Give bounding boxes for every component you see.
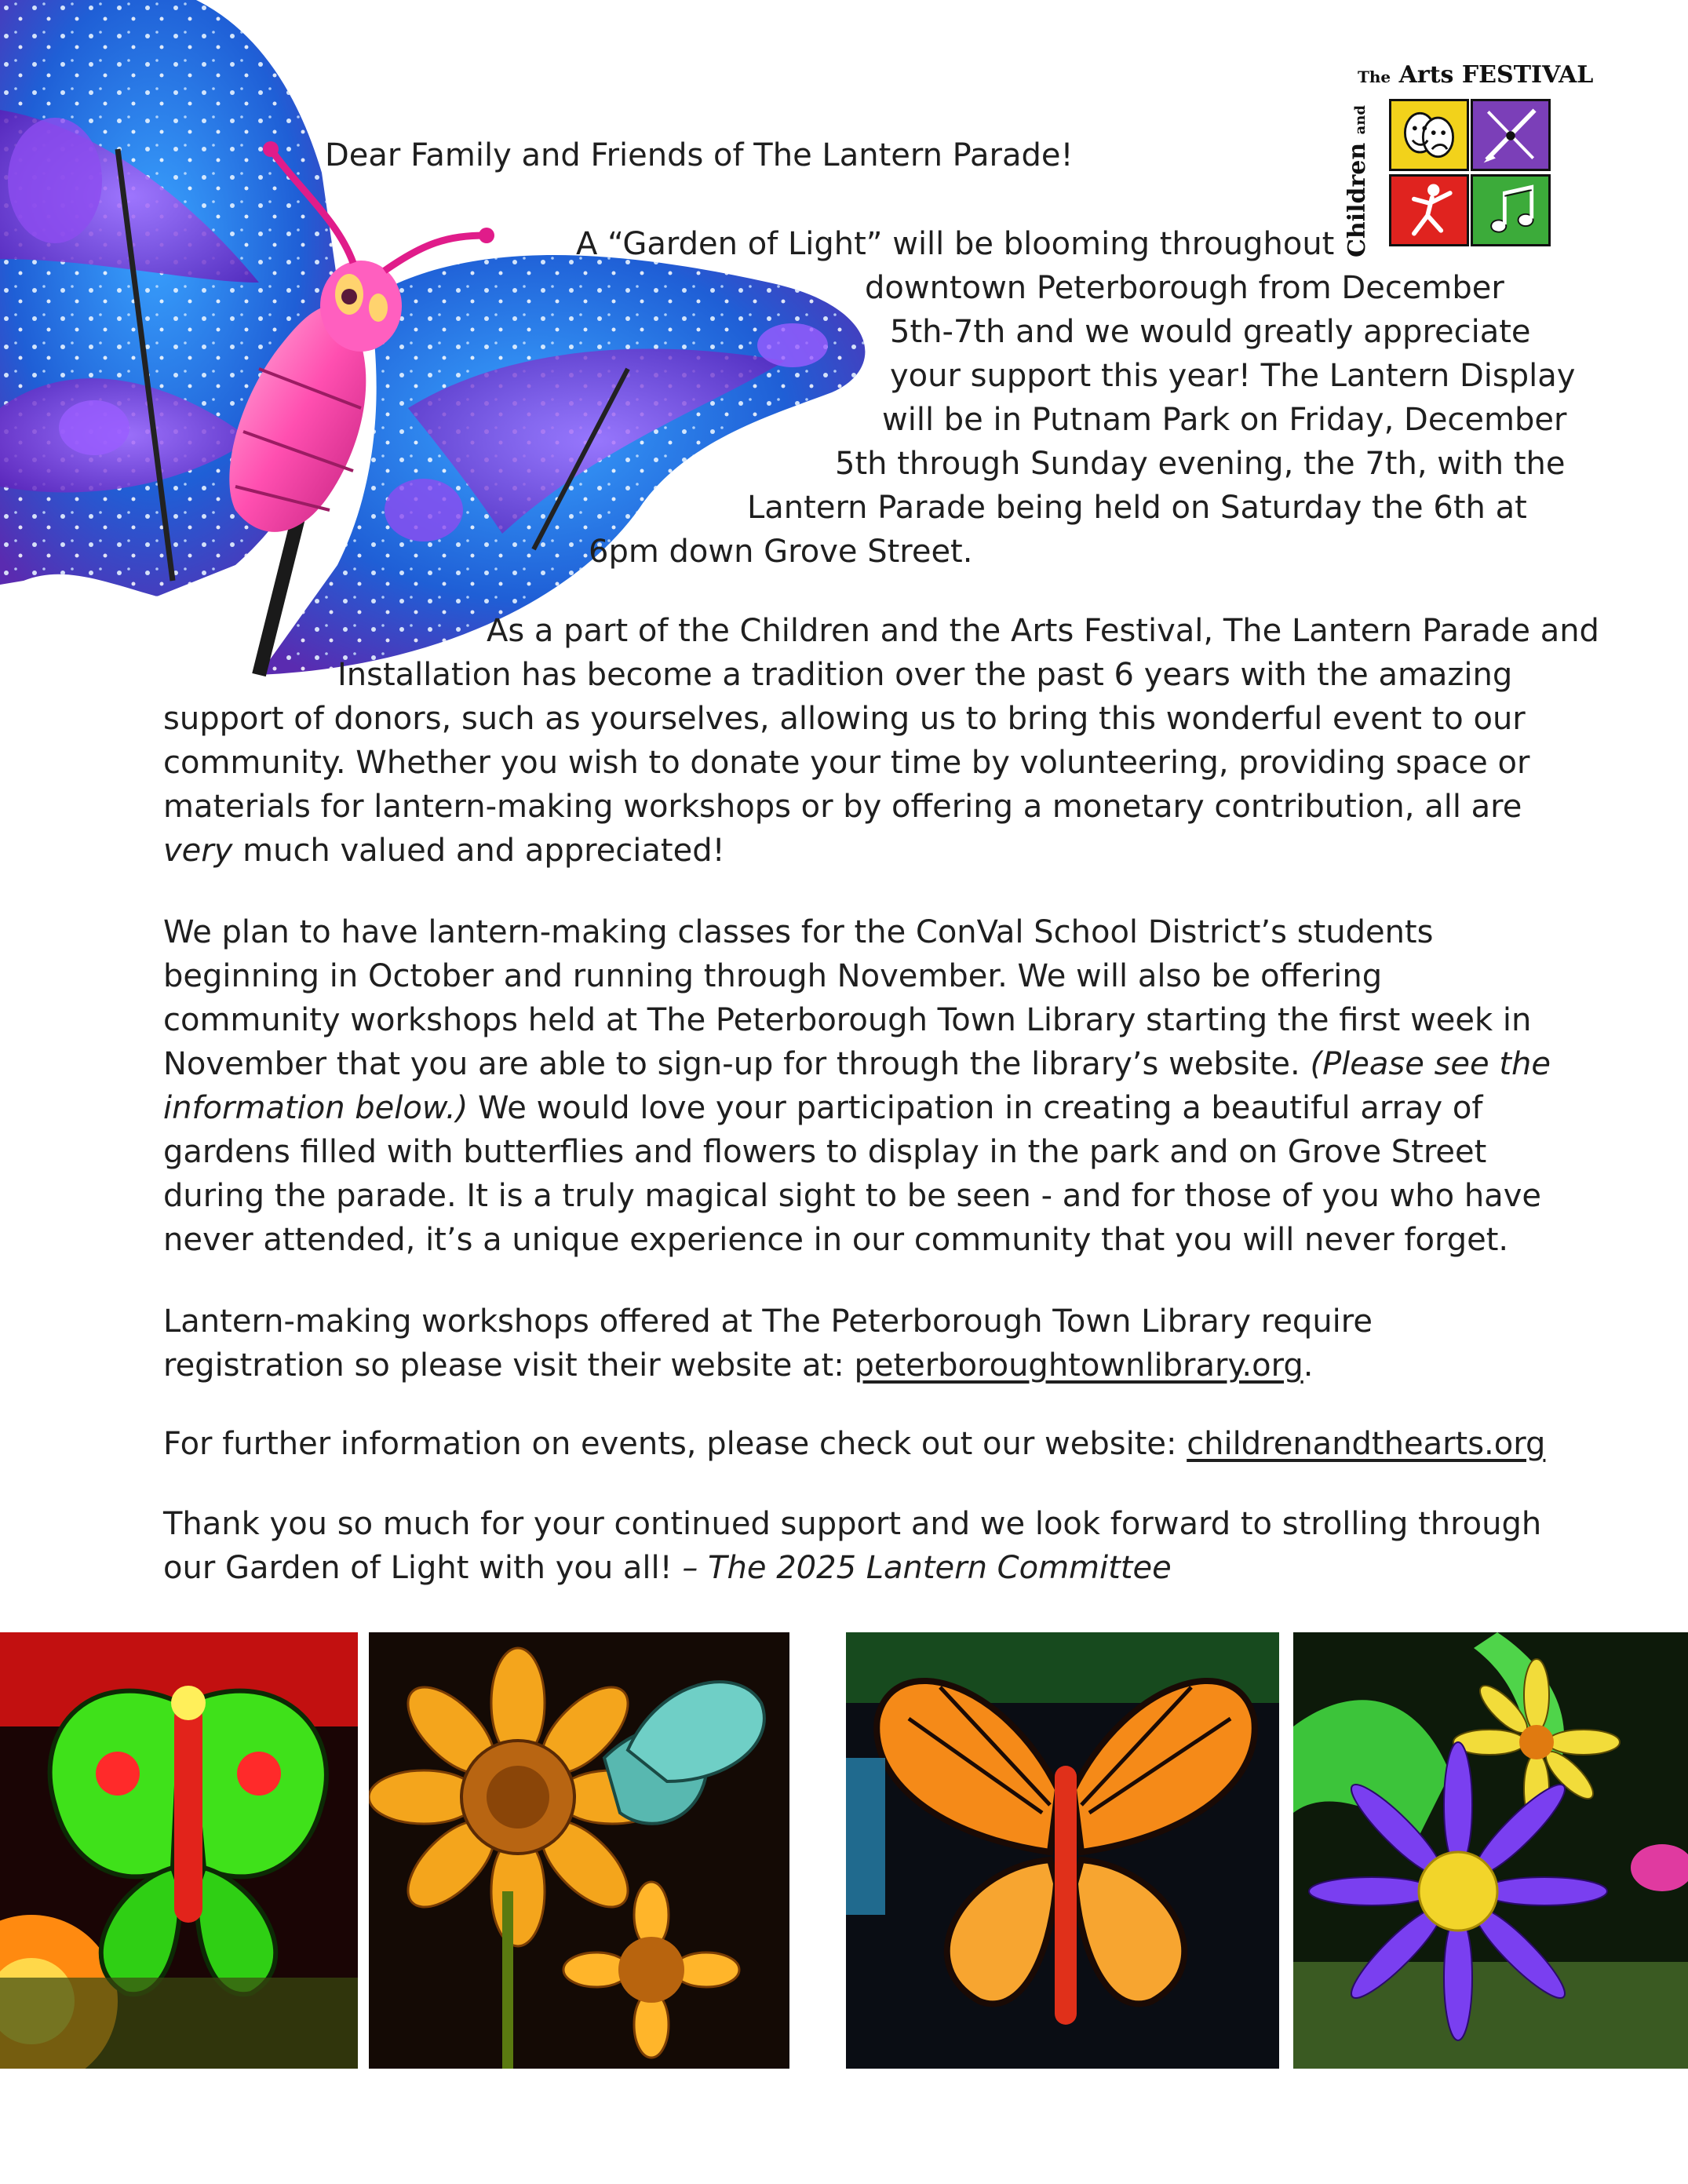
p2-rest-b: much valued and appreciated! <box>232 833 725 869</box>
butterfly-lantern-illustration <box>0 0 879 691</box>
intro-line-1: A “Garden of Light” will be blooming throughout <box>576 226 1335 262</box>
sunflower-lantern-photo <box>369 1632 789 2069</box>
intro-line-8: 6pm down Grove Street. <box>589 534 973 570</box>
p3-note: (Please see the information below.) <box>163 1046 1551 1126</box>
p3-b: We would love your participation in creating a beautiful array of gardens filled with butterflies and flowers to display in the park and on Grove Street during the parade. It is a truly magical sight to be seen - and for those of you who have never attended, it’s a unique experience in our community that you will never forget. <box>163 1090 1541 1258</box>
salutation: Dear Family and Friends of The Lantern Parade! <box>325 137 1074 173</box>
p2-rest-a: support of donors, such as yourselves, allowing us to bring this wonderful event to our community. Whether you wish to donate your time by volunteering, providing space or materials for lantern-making workshops or by offering a monetary contribution, all are <box>163 701 1530 825</box>
festival-website-link[interactable]: childrenandthearts.org <box>1187 1426 1546 1462</box>
purple-flower-lantern-photo <box>1293 1632 1688 2069</box>
logo-side-children: Children <box>1343 142 1371 257</box>
dancer-icon <box>1389 174 1469 246</box>
intro-line-3: 5th-7th and we would greatly appreciate <box>890 314 1531 350</box>
paragraph-registration <box>163 1300 1552 1387</box>
music-notes-icon <box>1471 174 1551 246</box>
theater-masks-icon <box>1389 99 1469 171</box>
logo-title-the: The <box>1358 67 1391 86</box>
intro-line-6: 5th through Sunday evening, the 7th, with the <box>835 446 1566 482</box>
signature: – The 2025 Lantern Committee <box>682 1550 1172 1586</box>
logo-title <box>1358 61 1593 89</box>
paragraph-closing <box>163 1502 1552 1590</box>
green-butterfly-lantern-photo <box>0 1632 358 2069</box>
intro-line-4: your support this year! The Lantern Display <box>890 358 1576 394</box>
intro-line-2: downtown Peterborough from December <box>865 270 1504 306</box>
p5-a: For further information on events, please check out our website: <box>163 1426 1187 1462</box>
library-website-link[interactable]: peterboroughtownlibrary.org <box>854 1347 1303 1384</box>
p3-a: We plan to have lantern-making classes for the ConVal School District’s students beginning in October and running through November. We will also be offering community workshops held at The Peterborough Town Library starting the first week in November that you are able to sign-up for through the library’s website. <box>163 914 1532 1082</box>
p4-b: . <box>1303 1347 1314 1384</box>
logo-title-main: Arts FESTIVAL <box>1398 61 1594 89</box>
p2-line-1: As a part of the Children and the Arts Festival, The Lantern Parade and <box>487 613 1599 649</box>
paragraph-classes <box>163 910 1552 1262</box>
p2-line-2: Installation has become a tradition over the past 6 years with the amazing <box>337 657 1513 693</box>
monarch-butterfly-lantern-photo <box>846 1632 1279 2069</box>
intro-line-7: Lantern Parade being held on Saturday the 6th at <box>747 490 1527 526</box>
p6-a: Thank you so much for your continued support and we look forward to strolling through our Garden of Light with you all! <box>163 1506 1542 1586</box>
paragraph-website <box>163 1422 1552 1466</box>
children-and-the-arts-festival-logo <box>1343 61 1594 257</box>
logo-side-and: and <box>1352 105 1369 135</box>
paintbrush-icon <box>1471 99 1551 171</box>
p2-emphasis: very <box>163 833 233 869</box>
paragraph-support <box>163 697 1552 873</box>
intro-line-5: will be in Putnam Park on Friday, December <box>882 402 1567 438</box>
p4-a: Lantern-making workshops offered at The Peterborough Town Library require registration so please visit their website at: <box>163 1303 1373 1384</box>
logo-side-text <box>1343 105 1371 257</box>
